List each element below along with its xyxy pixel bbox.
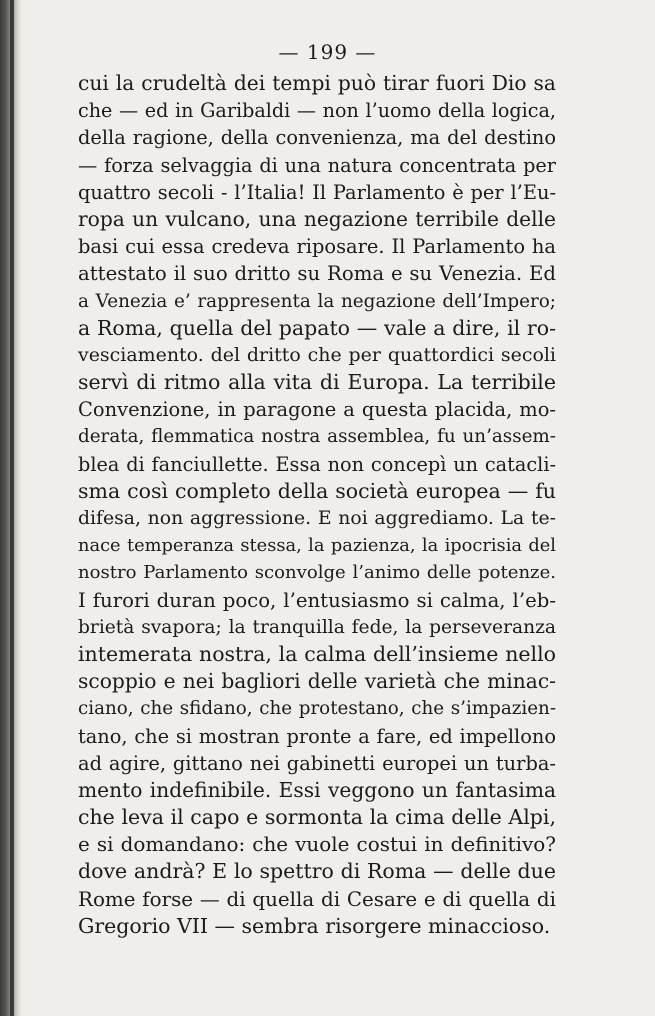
text-line: derata, flemmatica nostra assemblea, fu un’assem-	[78, 426, 556, 448]
text-line-last: Gregorio VII — sembra risorgere minaccioso.	[78, 913, 551, 938]
text-line: che — ed in Garibaldi — non l’uomo della logica,	[78, 99, 556, 123]
text-line: Rome forse — di quella di Cesare e di quella di	[78, 887, 556, 911]
text-line: scoppio e nei bagliori delle varietà che minac-	[78, 669, 556, 694]
text-line: quattro secoli - l’Italia! Il Parlamento è per l’Eu-	[78, 180, 556, 204]
text-line: blea di fanciullette. Essa non concepì un catacli-	[78, 452, 556, 476]
book-gutter-line	[10, 0, 14, 1016]
text-line: intemerata nostra, la calma dell’insieme nello	[78, 641, 556, 666]
page-number: — 199 —	[278, 40, 377, 64]
text-line: sma così completo della società europea — fu	[78, 478, 556, 503]
body-text	[78, 70, 556, 940]
text-line: vesciamento. del dritto che per quattordici secoli	[78, 343, 556, 366]
text-line: ciano, che sfidano, che protestano, che s’impazien-	[78, 698, 556, 720]
text-line: cui la crudeltà dei tempi può tirar fuori Dio sa	[78, 71, 556, 95]
text-line: ropa un vulcano, una negazione terribile delle	[78, 206, 556, 231]
text-line: — forza selvaggia di una natura concentrata per	[78, 153, 556, 177]
text-line: Convenzione, in paragone a questa placida, mo-	[78, 398, 556, 422]
text-line: a Roma, quella del papato — vale a dire, il ro-	[78, 315, 556, 340]
text-line: difesa, non aggressione. E noi aggrediamo. La te-	[78, 508, 556, 529]
text-line: servì di ritmo alla vita di Europa. La terribile	[78, 370, 556, 395]
text-line: mento indefinibile. Essi veggono un fantasima	[78, 777, 556, 802]
text-line: brietà svapora; la tranquilla fede, la perseveranza	[78, 616, 556, 638]
text-line: ad agire, gittano nei gabinetti europei un turba-	[78, 751, 556, 775]
text-line: che leva il capo e sormonta la cima delle Alpi,	[78, 805, 556, 830]
text-line: della ragione, della convenienza, ma del destino	[78, 126, 556, 150]
text-line: nostro Parlamento sconvolge l’animo delle potenze.	[78, 562, 556, 584]
text-line: tano, che si mostran pronte a fare, ed impellono	[78, 724, 556, 748]
text-line: nace temperanza stessa, la pazienza, la ipocrisia del	[78, 535, 556, 557]
text-line: dove andrà? E lo spettro di Roma — delle due	[78, 859, 556, 884]
text-line: attestato il suo dritto su Roma e su Venezia. Ed	[78, 262, 556, 286]
text-line: I furori duran poco, l’entusiasmo si calma, l’eb-	[78, 588, 556, 612]
text-line: basi cui essa credeva riposare. Il Parlamento ha	[78, 235, 556, 259]
text-line: e si domandano: che vuole costui in definitivo?	[78, 832, 556, 857]
text-line: a Venezia e’ rappresenta la negazione dell’Impero;	[78, 290, 556, 312]
